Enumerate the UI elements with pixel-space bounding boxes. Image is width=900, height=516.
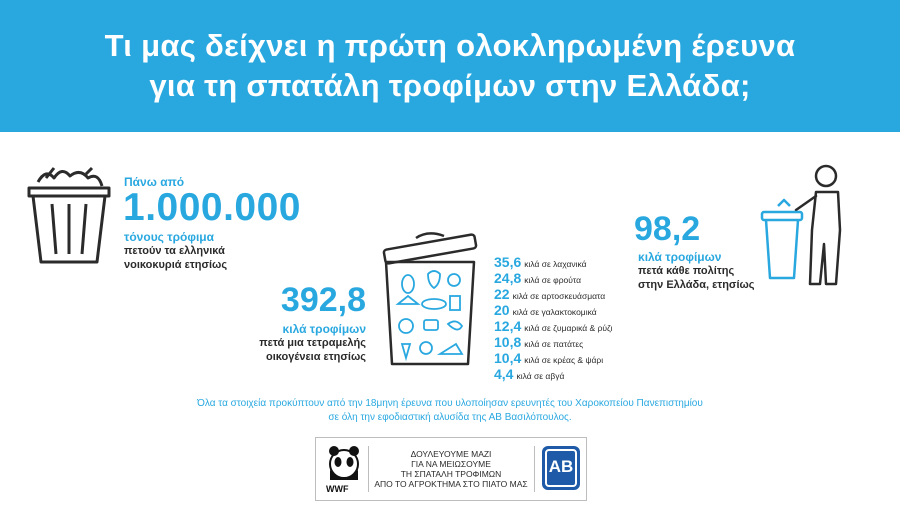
wwf-label: WWF bbox=[326, 484, 349, 494]
header-banner bbox=[0, 0, 900, 132]
partner-line4: ΑΠΟ ΤΟ ΑΓΡΟΚΤΗΜΑ ΣΤΟ ΠΙΑΤΟ ΜΑΣ bbox=[374, 479, 528, 489]
panda-icon bbox=[324, 442, 364, 482]
list-item: 12,4 κιλά σε ζυμαρικά & ρύζι bbox=[494, 318, 613, 334]
header-title-line2: για τη σπατάλη τροφίμων στην Ελλάδα; bbox=[149, 68, 751, 103]
citizen-value: 98,2 bbox=[634, 210, 701, 248]
households-unit: τόνους τρόφιμα bbox=[124, 230, 214, 244]
list-item: 10,4 κιλά σε κρέας & ψάρι bbox=[494, 350, 604, 366]
partner-box bbox=[315, 437, 587, 501]
footnote-line2: σε όλη την εφοδιαστική αλυσίδα της ΑΒ Βασιλόπουλος. bbox=[328, 412, 572, 423]
food-bin-icon bbox=[378, 228, 482, 368]
citizen-desc1: πετά κάθε πολίτης bbox=[638, 265, 735, 277]
family-unit: κιλά τροφίμων bbox=[282, 322, 366, 336]
list-item: 22 κιλά σε αρτοσκευάσματα bbox=[494, 286, 606, 302]
households-prefix: Πάνω από bbox=[124, 175, 185, 189]
partner-line3: ΤΗ ΣΠΑΤΑΛΗ ΤΡΟΦΙΜΩΝ bbox=[400, 469, 502, 479]
ab-logo-icon bbox=[542, 446, 580, 490]
citizen-desc2: στην Ελλάδα, ετησίως bbox=[638, 279, 755, 291]
list-item: 35,6 κιλά σε λαχανικά bbox=[494, 254, 587, 270]
trash-bin-icon bbox=[26, 166, 112, 266]
family-value: 392,8 bbox=[280, 281, 366, 319]
partner-line2: ΓΙΑ ΝΑ ΜΕΙΩΣΟΥΜΕ bbox=[411, 459, 491, 469]
list-item: 10,8 κιλά σε πατάτες bbox=[494, 334, 584, 350]
header-title-line1: Τι μας δείχνει η πρώτη ολοκληρωμένη έρευνα bbox=[104, 28, 796, 63]
partner-line1: ΔΟΥΛΕΥΟΥΜΕ ΜΑΖΙ bbox=[410, 449, 492, 459]
partner-divider bbox=[368, 446, 369, 492]
list-item: 24,8 κιλά σε φρούτα bbox=[494, 270, 582, 286]
footnote-line1: Όλα τα στοιχεία προκύπτουν από την 18μηνη έρευνα που υλοποίησαν ερευνητές του Χαροκοπείου Πανεπιστημίου bbox=[197, 398, 703, 409]
partner-divider bbox=[534, 446, 535, 492]
person-disposing-icon bbox=[760, 160, 860, 288]
family-desc2: οικογένεια ετησίως bbox=[266, 351, 366, 363]
households-desc2: νοικοκυριά ετησίως bbox=[124, 259, 228, 271]
family-desc1: πετά μια τετραμελής bbox=[259, 337, 366, 349]
list-item: 20 κιλά σε γαλακτοκομικά bbox=[494, 302, 597, 318]
households-desc1: πετούν τα ελληνικά bbox=[124, 245, 225, 257]
list-item: 4,4 κιλά σε αβγά bbox=[494, 366, 565, 382]
households-value: 1.000.000 bbox=[123, 186, 302, 229]
citizen-unit: κιλά τροφίμων bbox=[638, 250, 722, 264]
ab-logo-label: AB bbox=[548, 457, 574, 476]
